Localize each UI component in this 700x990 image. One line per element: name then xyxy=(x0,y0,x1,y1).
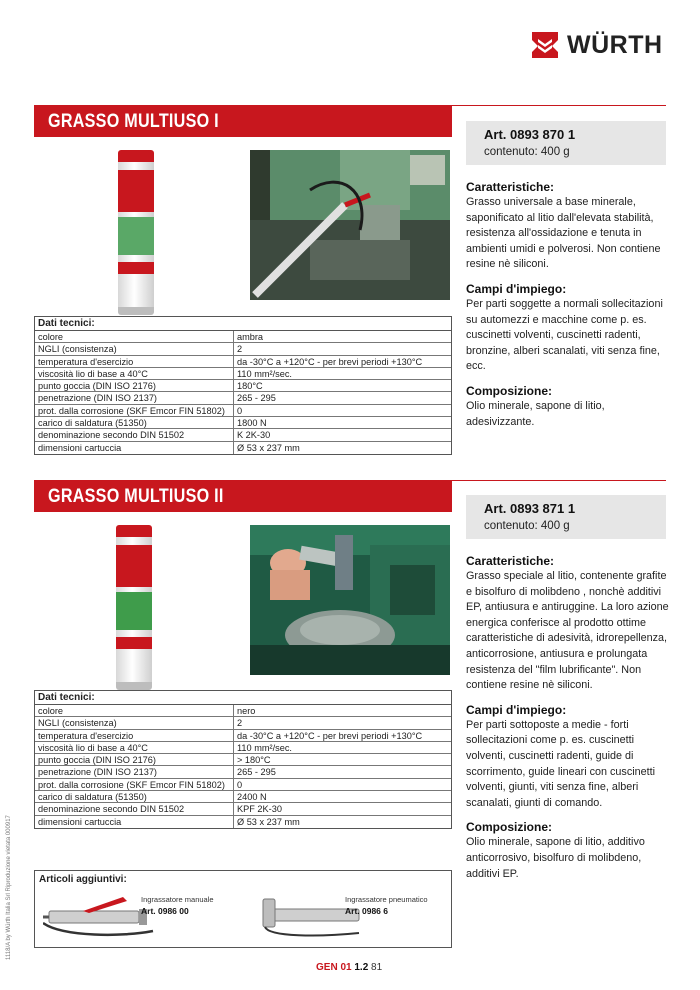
product-1-application-photo xyxy=(250,150,450,300)
table-row xyxy=(35,442,451,454)
product-1-description xyxy=(466,180,671,430)
tech-value: 0 xyxy=(237,779,243,790)
product-1-campi-title: Campi d'impiego: xyxy=(466,281,567,296)
product-1-caratteristiche-text: Grasso universale a base minerale, saponificato al litio dall'elevata stabilità, resistenza all'ossidazione e tenuta in ambienti umidi e polverosi. Non contiene resine nè siliconi. xyxy=(466,196,661,271)
table-row xyxy=(35,368,451,380)
tech-key: temperatura d'esercizio xyxy=(35,730,234,741)
tech-value: da -30°C a +120°C - per brevi periodi +130°C xyxy=(237,356,423,367)
table-row xyxy=(35,417,451,429)
product-1-header xyxy=(34,105,452,137)
product-1-content: contenuto: 400 g xyxy=(484,146,570,158)
tech-key: dimensioni cartuccia xyxy=(35,442,234,454)
tech-key: temperatura d'esercizio xyxy=(35,356,234,367)
tech-value: 1800 N xyxy=(237,418,267,429)
tech-value: 2 xyxy=(237,718,243,729)
tech-value: 265 - 295 xyxy=(237,767,276,778)
product-2-composizione-text: Olio minerale, sapone di litio, additivo anticorrosivo, bisolfuro di molibdeno, additivi EP. xyxy=(466,836,645,880)
table-row xyxy=(35,791,451,803)
tech-value: 2400 N xyxy=(237,792,267,803)
tech-value: K 2K-30 xyxy=(237,430,271,441)
tech-value: > 180°C xyxy=(237,755,271,766)
table-row xyxy=(35,405,451,417)
footer-section-number: 1.2 xyxy=(354,962,369,973)
tech-key: colore xyxy=(35,331,234,342)
tech-value: Ø 53 x 237 mm xyxy=(237,442,300,453)
table-row xyxy=(35,803,451,815)
product-1-tube-image xyxy=(118,150,154,315)
copyright-note: 1118/A by Würth Italia Srl Riproduzione vietata 000917 xyxy=(6,815,12,960)
product-1-article-box xyxy=(466,121,666,165)
tech-key: prot. dalla corrosione (SKF Emcor FIN 51802) xyxy=(35,405,234,416)
table-row xyxy=(35,754,451,766)
product-2-application-photo xyxy=(250,525,450,675)
wurth-logo xyxy=(530,30,675,60)
divider xyxy=(452,480,666,481)
manual-grease-gun-code: Art. 0986 00 xyxy=(141,906,189,916)
product-1-tech-title: Dati tecnici: xyxy=(35,317,451,331)
manual-grease-gun-label: Ingrassatore manuale xyxy=(141,895,214,904)
product-2-article-box xyxy=(466,495,666,539)
table-row xyxy=(35,779,451,791)
table-row xyxy=(35,766,451,778)
additional-articles-box xyxy=(34,870,452,948)
tech-value: ambra xyxy=(237,332,264,342)
pneumatic-grease-gun-label: Ingrassatore pneumatico xyxy=(345,895,428,904)
tech-key: viscosità lio di base a 40°C xyxy=(35,742,234,753)
product-2-article-number: Art. 0893 871 1 xyxy=(484,501,576,516)
product-1-composizione-text: Olio minerale, sapone di litio, adesivizzante. xyxy=(466,399,605,428)
tech-value: 180°C xyxy=(237,381,263,392)
tech-value: 110 mm²/sec. xyxy=(237,368,292,379)
product-2-caratteristiche-text: Grasso speciale al litio, contenente grafite e bisolfuro di molibdeno , nonchè additivi EP, antiusura e antiruggine. La loro azione energica conferisce al prodotto ottime caratteristiche di adesività, idrorepellenza, anticorrosione, antiusura e prolungata resistenza del "film lubrificante". Non contiene resine nè siliconi. xyxy=(466,570,669,692)
table-row xyxy=(35,343,451,355)
table-row xyxy=(35,429,451,441)
table-row xyxy=(35,392,451,404)
tech-key: carico di saldatura (51350) xyxy=(35,417,234,428)
tech-key: penetrazione (DIN ISO 2137) xyxy=(35,766,234,777)
table-row xyxy=(35,730,451,742)
tech-key: punto goccia (DIN ISO 2176) xyxy=(35,754,234,765)
tech-key: denominazione secondo DIN 51502 xyxy=(35,803,234,814)
product-2-campi-text: Per parti sottoposte a medie - forti sollecitazioni come p. es. cuscinetti volventi, cuscinetti radenti, guide di scorrimento, guide lineari con cuscinetti volventi, giunti, viti senza fine, alberi scanalati, giunti di comando. xyxy=(466,718,656,809)
product-2-tube-image xyxy=(116,525,152,690)
table-row xyxy=(35,380,451,392)
table-row xyxy=(35,742,451,754)
table-row xyxy=(35,705,451,717)
tech-key: prot. dalla corrosione (SKF Emcor FIN 51802) xyxy=(35,779,234,790)
tech-value: 110 mm²/sec. xyxy=(237,742,292,753)
product-2-tech-title: Dati tecnici: xyxy=(35,691,451,705)
product-2-composizione-title: Composizione: xyxy=(466,820,552,835)
product-2-content: contenuto: 400 g xyxy=(484,520,570,532)
tech-value: KPF 2K-30 xyxy=(237,804,282,815)
tech-key: NGLI (consistenza) xyxy=(35,717,234,728)
tech-value: 2 xyxy=(237,344,243,355)
product-2-campi-title: Campi d'impiego: xyxy=(466,702,567,717)
product-1-title: GRASSO MULTIUSO I xyxy=(48,111,219,132)
tech-key: NGLI (consistenza) xyxy=(35,343,234,354)
page-footer xyxy=(316,962,382,973)
table-row xyxy=(35,331,451,343)
pneumatic-grease-gun-code: Art. 0986 6 xyxy=(345,906,388,916)
tech-key: carico di saldatura (51350) xyxy=(35,791,234,802)
product-2-title: GRASSO MULTIUSO II xyxy=(48,486,224,507)
tech-value: nero xyxy=(237,706,256,716)
table-row xyxy=(35,816,451,828)
wurth-logo-text: WÜRTH xyxy=(567,31,663,59)
product-1-tech-table xyxy=(34,316,452,455)
product-1-campi-text: Per parti soggette a normali sollecitazioni su automezzi e macchine come p. es. cuscinetti volventi, cuscinetti radenti, bronzine, alberi scanalati, viti senza fine, ecc. xyxy=(466,297,663,373)
page-number: 81 xyxy=(371,962,383,973)
tech-key: viscosità lio di base a 40°C xyxy=(35,368,234,379)
additional-articles-title: Articoli aggiuntivi: xyxy=(39,874,127,885)
tech-key: punto goccia (DIN ISO 2176) xyxy=(35,380,234,391)
tech-key: penetrazione (DIN ISO 2137) xyxy=(35,392,234,403)
product-1-composizione-title: Composizione: xyxy=(466,383,552,398)
tech-key: denominazione secondo DIN 51502 xyxy=(35,429,234,440)
product-2-tech-table xyxy=(34,690,452,829)
table-row xyxy=(35,356,451,368)
divider xyxy=(452,105,666,106)
product-2-header xyxy=(34,480,452,512)
table-row xyxy=(35,717,451,729)
tech-key: dimensioni cartuccia xyxy=(35,816,234,828)
product-2-caratteristiche-title: Caratteristiche: xyxy=(466,554,555,568)
tech-value: 265 - 295 xyxy=(237,393,276,404)
footer-section-code: GEN 01 xyxy=(316,962,352,973)
product-1-caratteristiche-title: Caratteristiche: xyxy=(466,180,555,194)
product-1-article-number: Art. 0893 870 1 xyxy=(484,127,576,142)
tech-value: 0 xyxy=(237,405,243,416)
tech-value: Ø 53 x 237 mm xyxy=(237,816,300,827)
tech-value: da -30°C a +120°C - per brevi periodi +130°C xyxy=(237,730,423,741)
wurth-logo-icon xyxy=(530,30,560,60)
product-2-description xyxy=(466,554,671,882)
tech-key: colore xyxy=(35,705,234,716)
